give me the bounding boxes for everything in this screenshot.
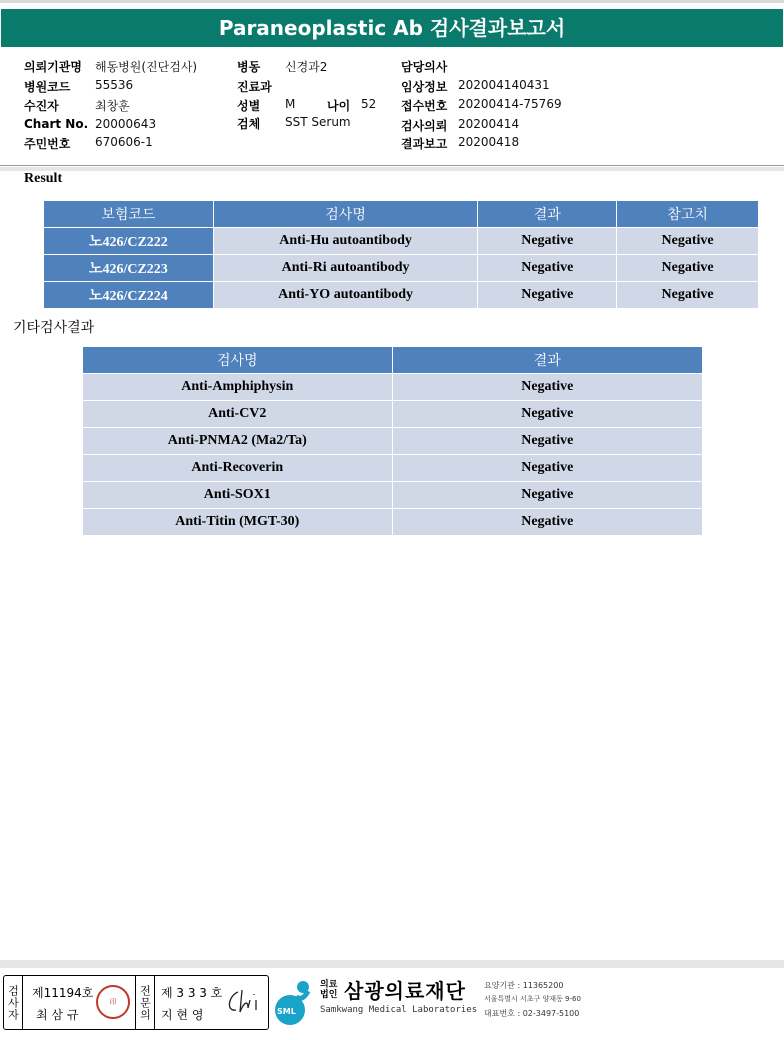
header-result: 결과 [392,347,702,374]
test-name: Anti-Amphiphysin [83,374,393,401]
cell-divider [154,976,155,1029]
test-name: Anti-Titin (MGT-30) [83,509,393,536]
resident-no-value: 670606-1 [95,135,153,149]
logo-text: SML [277,1007,296,1016]
org-code: 요양기관 : 11365200 [484,981,564,990]
insurance-code: 노426/CZ222 [44,228,214,255]
test-result: Negative [478,255,617,282]
organization-logo [272,975,772,1030]
test-reference: Negative [617,255,759,282]
tester-seal-icon: 印 [96,985,130,1019]
header-result: 결과 [478,201,617,228]
clinical-value: 202004140431 [458,78,550,92]
department-label: 진료과 [237,80,272,94]
report-date-label: 결과보고 [401,137,448,151]
receipt-label: 접수번호 [401,99,448,113]
org-prefix: 의료법인 [320,980,338,1000]
test-reference: Negative [617,228,759,255]
table-row [44,255,759,282]
ward-value: 신경과2 [285,60,328,74]
header-reference: 참고치 [617,201,759,228]
org-name: 삼광의료재단 [344,979,466,1003]
test-name: Anti-Ri autoantibody [213,255,478,282]
other-section-title: 기타검사결과 [13,320,95,336]
test-result: Negative [392,401,702,428]
recipient-value: 최창훈 [95,99,130,113]
result-section-title: Result [24,171,63,186]
specimen-value: SST Serum [285,115,351,129]
header-test-name: 검사명 [213,201,478,228]
divider [0,165,784,166]
table-row [83,509,703,536]
test-name: Anti-PNMA2 (Ma2/Ta) [83,428,393,455]
org-phone: 대표번호 : 02-3497-5100 [484,1009,580,1018]
report-date-value: 20200418 [458,135,520,149]
hospital-code-value: 55536 [95,78,134,92]
specialist-label: 전문의 [135,976,155,1029]
ward-label: 병동 [237,60,261,74]
org-english-name: Samkwang Medical Laboratories [320,1005,478,1015]
test-result: Negative [392,509,702,536]
request-label: 검사의뢰 [401,119,448,133]
specialist-name: 지 현 영 [161,1008,204,1022]
report-title: Paraneoplastic Ab 검사결과보고서 [1,9,783,47]
sex-label: 성별 [237,99,261,113]
table-row [83,482,703,509]
institution-label: 의뢰기관명 [24,60,82,74]
tester-license-no: 제11194호 [32,986,94,1000]
table-row [83,455,703,482]
other-header-row [83,347,703,374]
patient-info [0,52,784,162]
test-name: Anti-Recoverin [83,455,393,482]
header-test-name: 검사명 [83,347,393,374]
org-address: 서울특별시 서초구 양재동 9-60 [484,995,581,1003]
test-result: Negative [478,282,617,309]
test-result: Negative [392,428,702,455]
insurance-code: 노426/CZ223 [44,255,214,282]
table-row [83,374,703,401]
institution-value: 해동병원(진단검사) [95,60,198,74]
table-row [83,428,703,455]
tester-name: 최 삼 규 [36,1008,79,1022]
divider-band [0,167,784,171]
footer-divider [0,960,784,968]
tester-label: 검사자 [4,976,23,1029]
result-table [43,200,759,309]
age-value: 52 [361,97,377,111]
other-results-table [82,346,703,536]
test-name: Anti-SOX1 [83,482,393,509]
resident-no-label: 주민번호 [24,137,71,151]
table-row [83,401,703,428]
signature-icon [224,986,264,1018]
clinical-label: 임상정보 [401,80,448,94]
table-row [44,228,759,255]
table-row [44,282,759,309]
request-value: 20200414 [458,117,520,131]
age-label: 나이 [327,99,351,113]
test-result: Negative [392,482,702,509]
receipt-value: 20200414-75769 [458,97,562,111]
chart-no-value: 20000643 [95,117,157,131]
test-name: Anti-Hu autoantibody [213,228,478,255]
result-header-row [44,201,759,228]
test-name: Anti-CV2 [83,401,393,428]
test-name: Anti-YO autoantibody [213,282,478,309]
recipient-label: 수진자 [24,99,59,113]
test-result: Negative [392,455,702,482]
top-border [0,0,784,3]
chart-no-label: Chart No. [24,117,89,131]
specimen-label: 검체 [237,117,261,131]
signature-box [3,975,269,1030]
hospital-code-label: 병원코드 [24,80,71,94]
test-result: Negative [392,374,702,401]
sex-value: M [285,97,296,111]
header-insurance-code: 보험코드 [44,201,214,228]
test-result: Negative [478,228,617,255]
insurance-code: 노426/CZ224 [44,282,214,309]
doctor-label: 담당의사 [401,60,448,74]
test-reference: Negative [617,282,759,309]
sml-logo-icon [272,977,318,1027]
specialist-license-no: 제 3 3 3 호 [161,986,223,1000]
